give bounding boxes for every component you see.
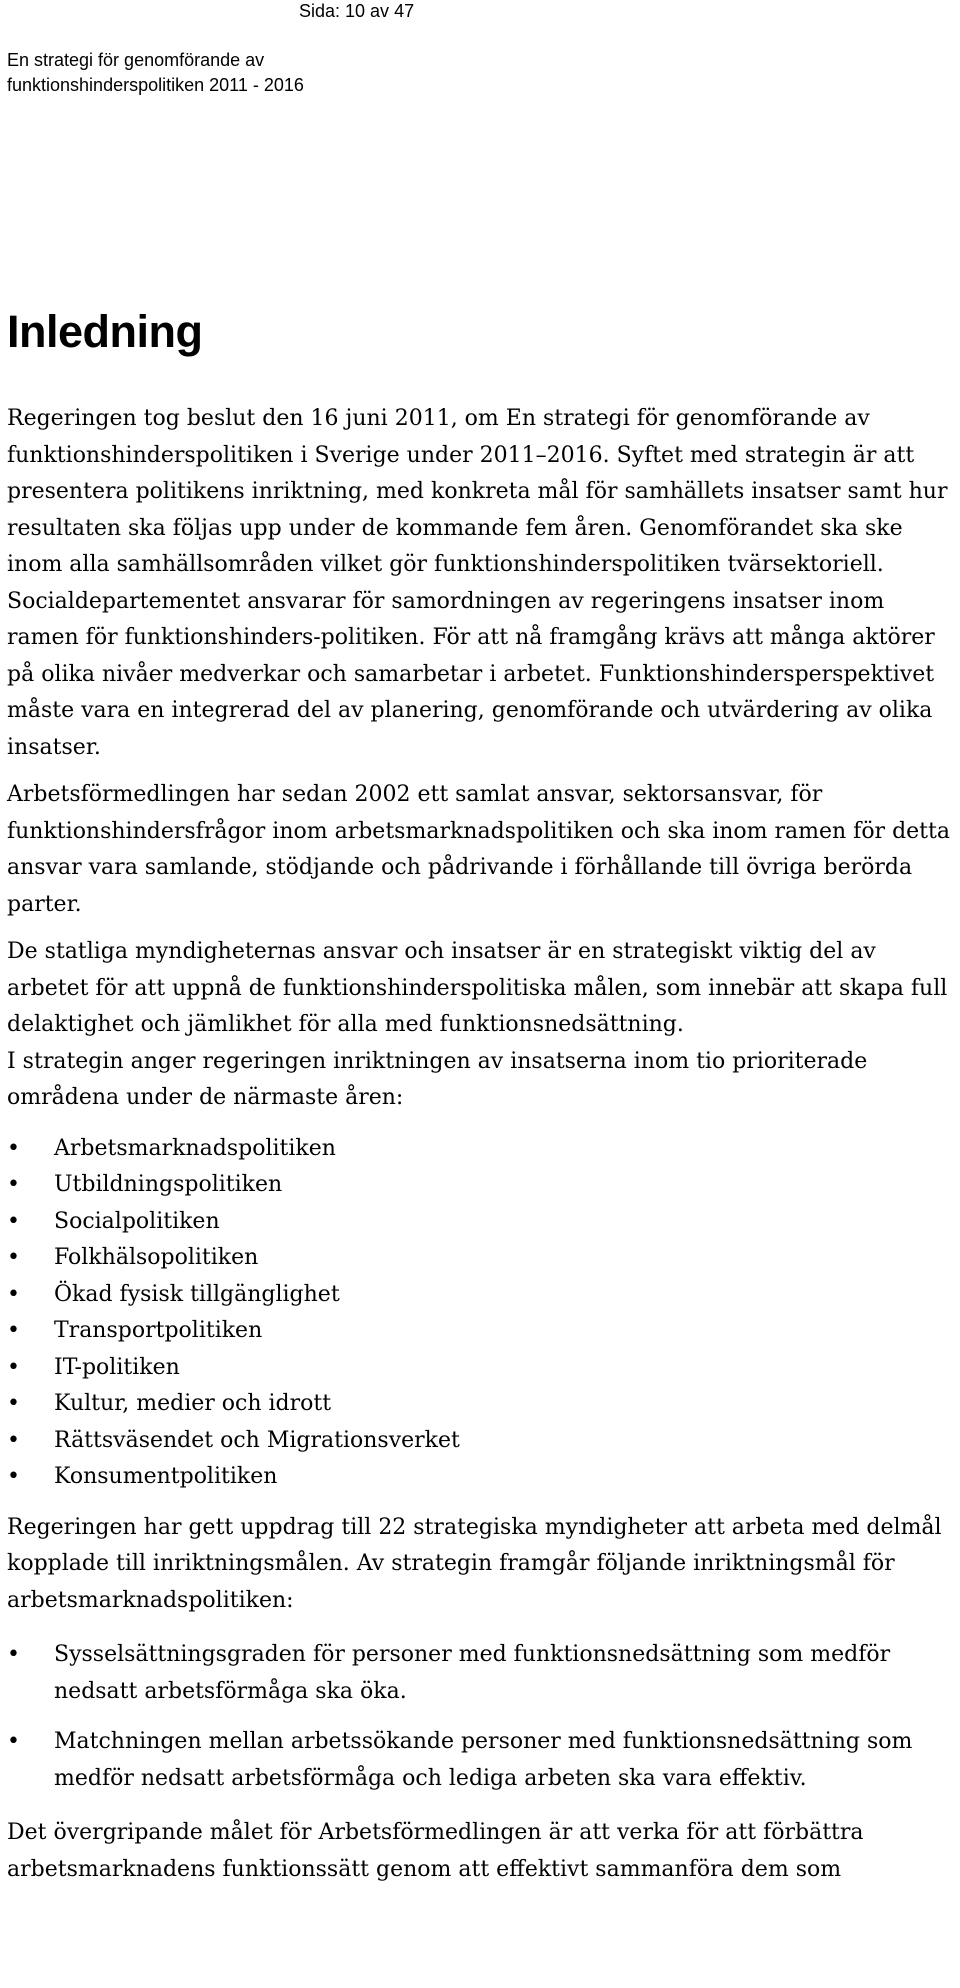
bullet-icon: • [7, 1281, 20, 1307]
list-item: • Utbildningspolitiken [7, 1167, 957, 1204]
body-text [7, 401, 957, 1888]
list-item: • Rättsväsendet och Migrationsverket [7, 1423, 957, 1460]
bullet-icon: • [7, 1427, 20, 1453]
paragraph-inriktning: I strategin anger regeringen inriktningen av insatserna inom tio prioriterade områdena under de närmaste åren: [7, 1048, 868, 1110]
document-title [7, 48, 304, 98]
page-number: Sida: 10 av 47 [299, 1, 415, 21]
bullet-icon: • [7, 1464, 20, 1489]
list-item: • Ökad fysisk tillgänglighet [7, 1277, 957, 1314]
goals-list [7, 1637, 957, 1797]
list-item: • Matchningen mellan arbetssökande personer med funktionsnedsättning som medför nedsatt arbetsförmåga och lediga arbeten ska vara effektiv. [7, 1724, 957, 1797]
bullet-icon: • [7, 1245, 20, 1270]
paragraph-overgripande-mal: Det övergripande målet för Arbetsförmedlingen är att verka för att förbättra arbetsmarknadens funktionssätt genom att effektivt sammanföra dem som [7, 1820, 864, 1882]
paragraph-arbetsformedlingen: Arbetsförmedlingen har sedan 2002 ett samlat ansvar, sektorsansvar, för funktionshindersfrågor inom arbetsmarknadspolitiken och ska inom ramen för detta ansvar vara samlande, stödjande och pådrivande i förhållande till övriga berörda parter. [7, 782, 950, 917]
bullet-icon: • [7, 1391, 20, 1416]
bullet-icon: • [7, 1642, 20, 1667]
list-item: • Folkhälsopolitiken [7, 1240, 957, 1277]
document-title-line-1: En strategi för genomförande av [7, 50, 265, 70]
list-item: • IT-politiken [7, 1350, 957, 1387]
list-item: • Arbetsmarknadspolitiken [7, 1131, 957, 1168]
bullet-icon: • [7, 1729, 20, 1754]
section-heading: Inledning [7, 306, 203, 357]
list-item: • Socialpolitiken [7, 1204, 957, 1241]
document-title-line-2: funktionshinderspolitiken 2011 - 2016 [7, 75, 304, 95]
bullet-icon: • [7, 1208, 20, 1234]
paragraph-myndigheter: De statliga myndigheternas ansvar och insatser är en strategiskt viktig del av arbetet för att uppnå de funktionshinderspolitiska målen, som innebär att skapa full delaktighet och jämlikhet för alla med funktionsnedsättning. [7, 939, 948, 1037]
bullet-icon: • [7, 1172, 20, 1197]
paragraph-intro: Regeringen tog beslut den 16 juni 2011, om En strategi för genomförande av funktionshinderspolitiken i Sverige under 2011–2016. Syftet med strategin är att presentera politikens inriktning, med konkreta mål för samhällets insatser samt hur resultaten ska följas upp under de kommande fem åren. Genomförandet ska ske inom alla samhällsområden vilket gör funktionshinderspolitiken tvärsektoriell. Socialdepartementet ansvarar för samordningen av regeringens insatser inom ramen för funktionshinders-politiken. För att nå framgång krävs att många aktörer på olika nivåer medverkar och samarbetar i arbetet. Funktionshindersperspektivet måste vara en integrerad del av planering, genomförande och utvärdering av olika insatser. [7, 406, 948, 760]
bullet-icon: • [7, 1135, 20, 1161]
bullet-icon: • [7, 1354, 20, 1380]
list-item: • Konsumentpolitiken [7, 1459, 957, 1496]
list-item: • Sysselsättningsgraden för personer med funktionsnedsättning som medför nedsatt arbetsförmåga ska öka. [7, 1637, 957, 1710]
bullet-icon: • [7, 1318, 20, 1343]
list-item: • Kultur, medier och idrott [7, 1386, 957, 1423]
paragraph-uppdrag: Regeringen har gett uppdrag till 22 strategiska myndigheter att arbeta med delmål kopplade till inriktningsmålen. Av strategin framgår följande inriktningsmål för arbetsmarknadspolitiken: [7, 1514, 942, 1613]
list-item: • Transportpolitiken [7, 1313, 957, 1350]
priority-areas-list [7, 1131, 957, 1496]
